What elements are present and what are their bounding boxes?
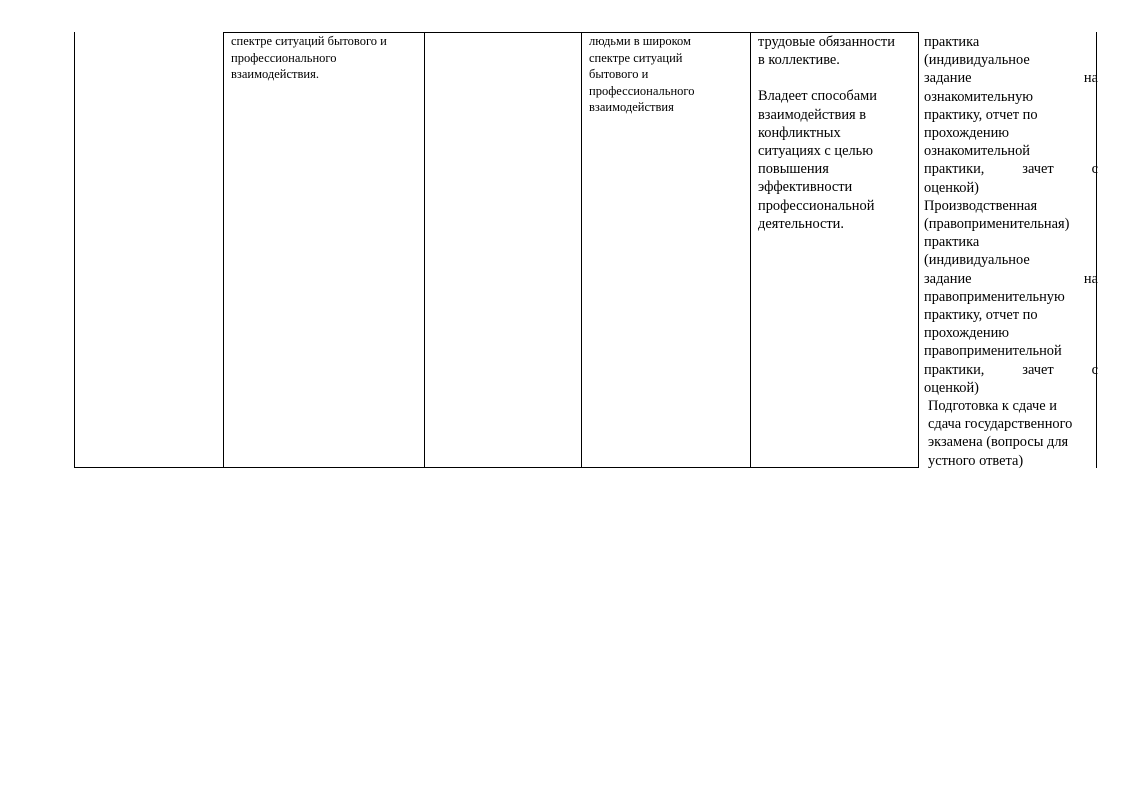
competency-table <box>74 32 1098 468</box>
col6-word: с <box>1091 161 1098 178</box>
col6-word: практики, <box>924 361 985 378</box>
col6-line: прохождению <box>924 125 1010 142</box>
col6-line: ознакомительную <box>924 88 1034 105</box>
col6-word: с <box>1091 361 1098 378</box>
col6-line: прохождению <box>924 325 1010 342</box>
col6-line: экзамена (вопросы для <box>928 434 1069 451</box>
cell-text-col2: спектре ситуаций бытового и профессионального взаимодействия. <box>231 34 387 81</box>
table-cell-col4 <box>589 33 747 116</box>
col6-line: правоприменительной <box>924 343 1062 360</box>
col6-line: (индивидуальное <box>924 52 1030 69</box>
col6-line: практику, отчет по <box>924 106 1038 123</box>
cell-text-col5-para2: Владеет способами взаимодействия в конфликтных ситуациях с целью повышения эффективности профессиональной деятельности. <box>758 88 877 232</box>
column-divider-2 <box>424 32 425 468</box>
column-divider-1 <box>223 32 224 468</box>
paragraph-spacer <box>758 69 916 87</box>
col6-line: практику, отчет по <box>924 307 1038 324</box>
cell-text-col5-para1: трудовые обязанности в коллективе. <box>758 34 895 69</box>
table-cell-col2 <box>231 33 421 83</box>
col6-line: сдача государственного <box>928 416 1073 433</box>
column-divider-4 <box>750 32 751 468</box>
col6-line: (правоприменительная) <box>924 216 1070 233</box>
col6-word: задание <box>924 270 972 287</box>
col6-line: ознакомительной <box>924 143 1030 160</box>
col6-line: оценкой) <box>924 179 979 196</box>
column-divider-5 <box>918 32 919 468</box>
table-cell-col6 <box>924 33 1098 468</box>
table-cell-col1 <box>75 32 223 467</box>
col6-line: практика <box>924 34 980 50</box>
cell-text-col4: людьми в широком спектре ситуаций бытового и профессионального взаимодействия <box>589 34 695 114</box>
col6-justified-line <box>924 160 1098 178</box>
col6-line: оценкой) <box>924 379 979 396</box>
table-border-bottom <box>74 467 919 468</box>
column-divider-3 <box>581 32 582 468</box>
col6-line: устного ответа) <box>928 452 1024 468</box>
col6-line: Подготовка к сдаче и <box>928 398 1057 415</box>
col6-justified-line <box>924 361 1098 379</box>
col6-line: правоприменительную <box>924 288 1065 305</box>
table-cell-col5 <box>758 33 916 233</box>
col6-line: Производственная <box>924 197 1038 214</box>
col6-word: практики, <box>924 161 985 178</box>
col6-justified-line <box>924 69 1098 87</box>
col6-word: на <box>1083 70 1098 87</box>
col6-word: зачет <box>1022 161 1054 178</box>
col6-line: практика <box>924 234 980 251</box>
col6-justified-line <box>924 270 1098 288</box>
col6-word: задание <box>924 70 972 87</box>
col6-line: (индивидуальное <box>924 252 1030 269</box>
col6-word: зачет <box>1022 361 1054 378</box>
col6-word: на <box>1083 270 1098 287</box>
